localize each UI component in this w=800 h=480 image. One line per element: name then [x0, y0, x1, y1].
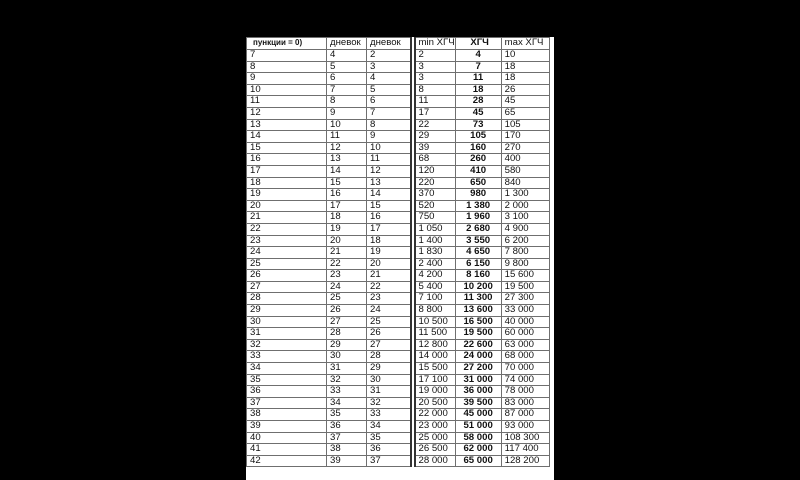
- table-cell: 11: [415, 96, 456, 108]
- table-row: [247, 316, 550, 328]
- table-cell: 23: [327, 270, 367, 282]
- table-cell: 33: [327, 386, 367, 398]
- table-cell: 28: [455, 96, 501, 108]
- table-cell: 4: [327, 50, 367, 62]
- table-cell: 2 000: [501, 200, 549, 212]
- table-row: [247, 177, 550, 189]
- table-cell: 24: [247, 247, 327, 259]
- table-cell: 1 380: [455, 200, 501, 212]
- table-cell: 17: [247, 165, 327, 177]
- table-cell: 11: [247, 96, 327, 108]
- table-cell: 28: [367, 351, 411, 363]
- table-cell: 45: [501, 96, 549, 108]
- table-cell: 108 300: [501, 432, 549, 444]
- table-cell: 28: [247, 293, 327, 305]
- table-cell: 160: [455, 142, 501, 154]
- table-row: [247, 386, 550, 398]
- table-cell: 15: [367, 200, 411, 212]
- table-cell: 9: [327, 107, 367, 119]
- table-cell: 42: [247, 455, 327, 467]
- table-cell: 650: [455, 177, 501, 189]
- table-cell: 4 200: [415, 270, 456, 282]
- table-cell: 7 800: [501, 247, 549, 259]
- header-cell: ХГЧ: [455, 38, 501, 50]
- table-cell: 220: [415, 177, 456, 189]
- table-cell: 370: [415, 189, 456, 201]
- table-cell: 12: [367, 165, 411, 177]
- table-row: [247, 142, 550, 154]
- table-cell: 36: [367, 444, 411, 456]
- table-cell: 10: [501, 50, 549, 62]
- table-cell: 20: [327, 235, 367, 247]
- table-cell: 11: [455, 73, 501, 85]
- table-cell: 27: [247, 281, 327, 293]
- table-cell: 37: [247, 397, 327, 409]
- table-cell: 27: [367, 339, 411, 351]
- table-cell: 270: [501, 142, 549, 154]
- table-cell: 28 000: [415, 455, 456, 467]
- table-row: [247, 293, 550, 305]
- table-cell: 45 000: [455, 409, 501, 421]
- table-cell: 8: [327, 96, 367, 108]
- header-cell: дневок: [327, 38, 367, 50]
- table-row: [247, 84, 550, 96]
- table-cell: 21: [367, 270, 411, 282]
- table-cell: 58 000: [455, 432, 501, 444]
- table-row: [247, 432, 550, 444]
- table-cell: 20: [367, 258, 411, 270]
- table-cell: 19: [327, 223, 367, 235]
- table-cell: 51 000: [455, 421, 501, 433]
- table-cell: 12: [327, 142, 367, 154]
- table-cell: 27 200: [455, 363, 501, 375]
- table-cell: 35: [327, 409, 367, 421]
- table-cell: 19 000: [415, 386, 456, 398]
- table-row: [247, 212, 550, 224]
- table-row: [247, 374, 550, 386]
- table-cell: 1 830: [415, 247, 456, 259]
- table-cell: 68: [415, 154, 456, 166]
- table-cell: 74 000: [501, 374, 549, 386]
- table-cell: 29: [415, 131, 456, 143]
- table-row: [247, 96, 550, 108]
- table-cell: 2: [367, 50, 411, 62]
- table-cell: 13: [367, 177, 411, 189]
- table-cell: 93 000: [501, 421, 549, 433]
- table-cell: 840: [501, 177, 549, 189]
- table-cell: 30: [367, 374, 411, 386]
- table-cell: 73: [455, 119, 501, 131]
- table-cell: 29: [327, 339, 367, 351]
- table-cell: 260: [455, 154, 501, 166]
- table-cell: 39: [247, 421, 327, 433]
- table-cell: 1 050: [415, 223, 456, 235]
- table-cell: 24: [367, 305, 411, 317]
- table-cell: 34: [327, 397, 367, 409]
- table-cell: 410: [455, 165, 501, 177]
- table-cell: 24: [327, 281, 367, 293]
- table-cell: 17 100: [415, 374, 456, 386]
- table-cell: 34: [367, 421, 411, 433]
- table-cell: 26: [247, 270, 327, 282]
- table-cell: 14: [367, 189, 411, 201]
- table-cell: 18: [247, 177, 327, 189]
- table-cell: 27: [327, 316, 367, 328]
- table-cell: 128 200: [501, 455, 549, 467]
- table-cell: 19 500: [455, 328, 501, 340]
- table-cell: 22: [327, 258, 367, 270]
- table-row: [247, 107, 550, 119]
- table-cell: 32: [247, 339, 327, 351]
- table-cell: 4 900: [501, 223, 549, 235]
- table-cell: 26: [327, 305, 367, 317]
- table-cell: 62 000: [455, 444, 501, 456]
- table-cell: 20: [247, 200, 327, 212]
- table-cell: 3 550: [455, 235, 501, 247]
- table-cell: 5 400: [415, 281, 456, 293]
- table-cell: 11: [367, 154, 411, 166]
- table-cell: 16: [327, 189, 367, 201]
- table-cell: 14: [247, 131, 327, 143]
- table-cell: 31 000: [455, 374, 501, 386]
- header-row: [247, 38, 550, 50]
- table-cell: 28: [327, 328, 367, 340]
- table-cell: 60 000: [501, 328, 549, 340]
- table-cell: 36: [247, 386, 327, 398]
- table-cell: 26: [501, 84, 549, 96]
- table-cell: 750: [415, 212, 456, 224]
- table-cell: 1 960: [455, 212, 501, 224]
- table-cell: 22: [415, 119, 456, 131]
- table-cell: 6 150: [455, 258, 501, 270]
- table-cell: 4: [455, 50, 501, 62]
- table-cell: 35: [247, 374, 327, 386]
- table-cell: 65: [501, 107, 549, 119]
- table-cell: 15 500: [415, 363, 456, 375]
- table-row: [247, 258, 550, 270]
- table-row: [247, 351, 550, 363]
- table-cell: 5: [327, 61, 367, 73]
- table-cell: 14 000: [415, 351, 456, 363]
- header-cell: max ХГЧ: [501, 38, 549, 50]
- table-cell: 39: [415, 142, 456, 154]
- table-cell: 30: [247, 316, 327, 328]
- table-cell: 16 500: [455, 316, 501, 328]
- table-cell: 34: [247, 363, 327, 375]
- table-cell: 170: [501, 131, 549, 143]
- table-cell: 11 300: [455, 293, 501, 305]
- table-cell: 40 000: [501, 316, 549, 328]
- table-row: [247, 235, 550, 247]
- table-cell: 37: [327, 432, 367, 444]
- table-cell: 32: [367, 397, 411, 409]
- table-cell: 29: [367, 363, 411, 375]
- table-cell: 35: [367, 432, 411, 444]
- table-cell: 2: [415, 50, 456, 62]
- table-row: [247, 363, 550, 375]
- table-cell: 15: [327, 177, 367, 189]
- table-cell: 1 300: [501, 189, 549, 201]
- table-cell: 23: [367, 293, 411, 305]
- table-cell: 580: [501, 165, 549, 177]
- table-row: [247, 305, 550, 317]
- table-cell: 31: [247, 328, 327, 340]
- table-row: [247, 397, 550, 409]
- table-cell: 21: [247, 212, 327, 224]
- table-cell: 3: [415, 61, 456, 73]
- table-cell: 22: [247, 223, 327, 235]
- table-cell: 22 600: [455, 339, 501, 351]
- table-cell: 120: [415, 165, 456, 177]
- table-cell: 10 500: [415, 316, 456, 328]
- table-cell: 13: [247, 119, 327, 131]
- table-row: [247, 281, 550, 293]
- table-cell: 10: [247, 84, 327, 96]
- table-cell: 22 000: [415, 409, 456, 421]
- table-cell: 37: [367, 455, 411, 467]
- table-cell: 18: [501, 73, 549, 85]
- table-cell: 13: [327, 154, 367, 166]
- table-cell: 40: [247, 432, 327, 444]
- table-cell: 18: [367, 235, 411, 247]
- table-cell: 4 650: [455, 247, 501, 259]
- table-cell: 19: [247, 189, 327, 201]
- table-cell: 117 400: [501, 444, 549, 456]
- table-cell: 7 100: [415, 293, 456, 305]
- table-cell: 16: [247, 154, 327, 166]
- table-row: [247, 119, 550, 131]
- table-cell: 16: [367, 212, 411, 224]
- table-cell: 7: [247, 50, 327, 62]
- table-cell: 9: [367, 131, 411, 143]
- table-row: [247, 223, 550, 235]
- table-cell: 12: [247, 107, 327, 119]
- table-cell: 105: [501, 119, 549, 131]
- table-row: [247, 444, 550, 456]
- table-cell: 22: [367, 281, 411, 293]
- table-cell: 65 000: [455, 455, 501, 467]
- table-cell: 45: [455, 107, 501, 119]
- table-cell: 41: [247, 444, 327, 456]
- table-cell: 23: [247, 235, 327, 247]
- table-row: [247, 50, 550, 62]
- table-cell: 20 500: [415, 397, 456, 409]
- table-cell: 11: [327, 131, 367, 143]
- table-row: [247, 455, 550, 467]
- table-row: [247, 339, 550, 351]
- table-cell: 4: [367, 73, 411, 85]
- table-cell: 18: [501, 61, 549, 73]
- table-row: [247, 247, 550, 259]
- table-cell: 17: [327, 200, 367, 212]
- header-cell: пункции = 0): [247, 38, 327, 50]
- table-cell: 3: [415, 73, 456, 85]
- table-cell: 31: [367, 386, 411, 398]
- table-row: [247, 328, 550, 340]
- table-cell: 10: [367, 142, 411, 154]
- header-cell: min ХГЧ: [415, 38, 456, 50]
- table-row: [247, 165, 550, 177]
- header-cell: дневок: [367, 38, 411, 50]
- table-cell: 8: [367, 119, 411, 131]
- table-cell: 9 800: [501, 258, 549, 270]
- table-cell: 83 000: [501, 397, 549, 409]
- table-cell: 78 000: [501, 386, 549, 398]
- table-cell: 36: [327, 421, 367, 433]
- hcg-table: [246, 37, 550, 467]
- table-cell: 12 800: [415, 339, 456, 351]
- hcg-spreadsheet: [246, 37, 554, 480]
- table-cell: 7: [367, 107, 411, 119]
- table-cell: 19: [367, 247, 411, 259]
- table-cell: 23 000: [415, 421, 456, 433]
- table-cell: 29: [247, 305, 327, 317]
- table-row: [247, 73, 550, 85]
- table-cell: 15: [247, 142, 327, 154]
- table-cell: 18: [327, 212, 367, 224]
- table-row: [247, 154, 550, 166]
- table-cell: 19 500: [501, 281, 549, 293]
- table-cell: 68 000: [501, 351, 549, 363]
- table-cell: 14: [327, 165, 367, 177]
- table-cell: 6 200: [501, 235, 549, 247]
- table-cell: 8: [247, 61, 327, 73]
- table-cell: 38: [327, 444, 367, 456]
- table-cell: 105: [455, 131, 501, 143]
- table-row: [247, 270, 550, 282]
- table-cell: 7: [455, 61, 501, 73]
- table-cell: 17: [415, 107, 456, 119]
- table-row: [247, 61, 550, 73]
- table-cell: 25: [367, 316, 411, 328]
- table-cell: 6: [367, 96, 411, 108]
- table-cell: 5: [367, 84, 411, 96]
- table-cell: 3: [367, 61, 411, 73]
- table-cell: 39 500: [455, 397, 501, 409]
- table-cell: 39: [327, 455, 367, 467]
- table-cell: 7: [327, 84, 367, 96]
- table-cell: 32: [327, 374, 367, 386]
- table-cell: 21: [327, 247, 367, 259]
- table-cell: 6: [327, 73, 367, 85]
- table-row: [247, 131, 550, 143]
- table-cell: 33 000: [501, 305, 549, 317]
- table-cell: 30: [327, 351, 367, 363]
- table-cell: 13 600: [455, 305, 501, 317]
- table-cell: 87 000: [501, 409, 549, 421]
- table-cell: 63 000: [501, 339, 549, 351]
- table-cell: 17: [367, 223, 411, 235]
- table-cell: 26: [367, 328, 411, 340]
- table-cell: 2 400: [415, 258, 456, 270]
- table-cell: 31: [327, 363, 367, 375]
- table-cell: 2 680: [455, 223, 501, 235]
- table-cell: 24 000: [455, 351, 501, 363]
- table-cell: 33: [367, 409, 411, 421]
- table-cell: 25: [247, 258, 327, 270]
- table-cell: 400: [501, 154, 549, 166]
- table-cell: 26 500: [415, 444, 456, 456]
- table-cell: 15 600: [501, 270, 549, 282]
- table-cell: 520: [415, 200, 456, 212]
- table-row: [247, 189, 550, 201]
- table-cell: 9: [247, 73, 327, 85]
- table-cell: 25 000: [415, 432, 456, 444]
- table-cell: 8: [415, 84, 456, 96]
- table-cell: 70 000: [501, 363, 549, 375]
- table-cell: 3 100: [501, 212, 549, 224]
- table-cell: 8 800: [415, 305, 456, 317]
- table-row: [247, 409, 550, 421]
- table-cell: 1 400: [415, 235, 456, 247]
- table-cell: 18: [455, 84, 501, 96]
- table-cell: 11 500: [415, 328, 456, 340]
- table-cell: 38: [247, 409, 327, 421]
- table-cell: 10 200: [455, 281, 501, 293]
- table-cell: 27 300: [501, 293, 549, 305]
- table-row: [247, 421, 550, 433]
- table-row: [247, 200, 550, 212]
- table-cell: 25: [327, 293, 367, 305]
- table-cell: 10: [327, 119, 367, 131]
- table-cell: 33: [247, 351, 327, 363]
- table-cell: 36 000: [455, 386, 501, 398]
- table-cell: 980: [455, 189, 501, 201]
- table-cell: 8 160: [455, 270, 501, 282]
